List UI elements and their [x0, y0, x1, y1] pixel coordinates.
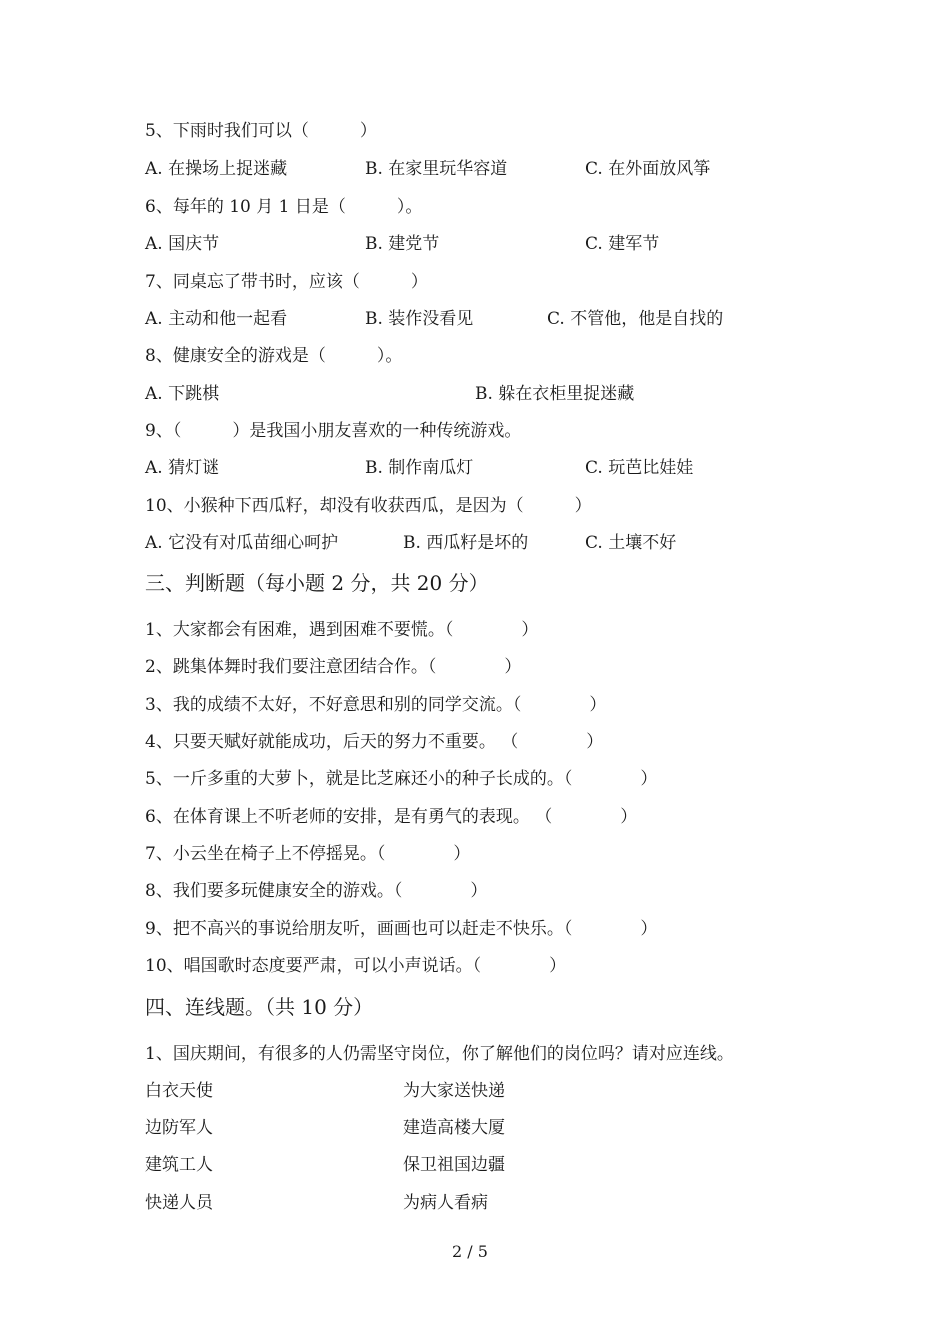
judge-item: 4、只要天赋好就能成功，后天的努力不重要。 （ ） [145, 732, 604, 752]
question-6-option-b: B. 建党节 [365, 234, 440, 254]
judge-item: 9、把不高兴的事说给朋友听，画画也可以赶走不快乐。（ ） [145, 919, 658, 939]
judge-item: 3、我的成绩不太好，不好意思和别的同学交流。（ ） [145, 695, 607, 715]
judge-item: 10、唱国歌时态度要严肃，可以小声说话。（ ） [145, 956, 567, 976]
question-9-option-b: B. 制作南瓜灯 [365, 458, 474, 478]
judge-item: 8、我们要多玩健康安全的游戏。（ ） [145, 881, 488, 901]
question-10-stem: 10、小猴种下西瓜籽，却没有收获西瓜，是因为（ ） [145, 496, 592, 516]
matching-right-item: 建造高楼大厦 [403, 1118, 505, 1138]
question-6-option-a: A. 国庆节 [145, 234, 220, 254]
matching-question: 1、国庆期间，有很多的人仍需坚守岗位，你了解他们的岗位吗？请对应连线。 [145, 1044, 734, 1064]
matching-right-item: 保卫祖国边疆 [403, 1155, 505, 1175]
section-4-title: 四、连线题。（共 10 分） [145, 995, 374, 1019]
question-5-stem: 5、下雨时我们可以（ ） [145, 121, 377, 141]
question-10-option-c: C. 土壤不好 [585, 533, 677, 553]
matching-left-item: 快递人员 [145, 1193, 213, 1213]
judge-item: 6、在体育课上不听老师的安排，是有勇气的表现。 （ ） [145, 807, 638, 827]
question-7-stem: 7、同桌忘了带书时，应该（ ） [145, 272, 428, 292]
question-7-option-a: A. 主动和他一起看 [145, 309, 288, 329]
question-8-option-b: B. 躲在衣柜里捉迷藏 [475, 384, 635, 404]
judge-item: 7、小云坐在椅子上不停摇晃。（ ） [145, 844, 471, 864]
page-number: 2 / 5 [452, 1242, 488, 1261]
question-9-option-c: C. 玩芭比娃娃 [585, 458, 694, 478]
section-3-title: 三、判断题（每小题 2 分，共 20 分） [145, 571, 489, 595]
matching-right-item: 为大家送快递 [403, 1081, 505, 1101]
question-7-option-b: B. 装作没看见 [365, 309, 474, 329]
question-9-stem: 9、（ ）是我国小朋友喜欢的一种传统游戏。 [145, 421, 522, 441]
question-10-option-b: B. 西瓜籽是坏的 [403, 533, 529, 553]
question-5-option-b: B. 在家里玩华容道 [365, 159, 508, 179]
question-8-stem: 8、健康安全的游戏是（ ）。 [145, 346, 403, 366]
question-8-option-a: A. 下跳棋 [145, 384, 220, 404]
question-10-option-a: A. 它没有对瓜苗细心呵护 [145, 533, 339, 553]
question-6-stem: 6、每年的 10 月 1 日是（ ）。 [145, 197, 423, 217]
question-5-option-a: A. 在操场上捉迷藏 [145, 159, 288, 179]
matching-left-item: 白衣天使 [145, 1081, 213, 1101]
judge-item: 5、一斤多重的大萝卜，就是比芝麻还小的种子长成的。（ ） [145, 769, 658, 789]
judge-item: 2、跳集体舞时我们要注意团结合作。（ ） [145, 657, 522, 677]
matching-right-item: 为病人看病 [403, 1193, 488, 1213]
question-9-option-a: A. 猜灯谜 [145, 458, 220, 478]
matching-left-item: 边防军人 [145, 1118, 213, 1138]
question-7-option-c: C. 不管他，他是自找的 [547, 309, 724, 329]
question-5-option-c: C. 在外面放风筝 [585, 159, 711, 179]
question-6-option-c: C. 建军节 [585, 234, 660, 254]
matching-left-item: 建筑工人 [145, 1155, 213, 1175]
judge-item: 1、大家都会有困难，遇到困难不要慌。（ ） [145, 620, 539, 640]
